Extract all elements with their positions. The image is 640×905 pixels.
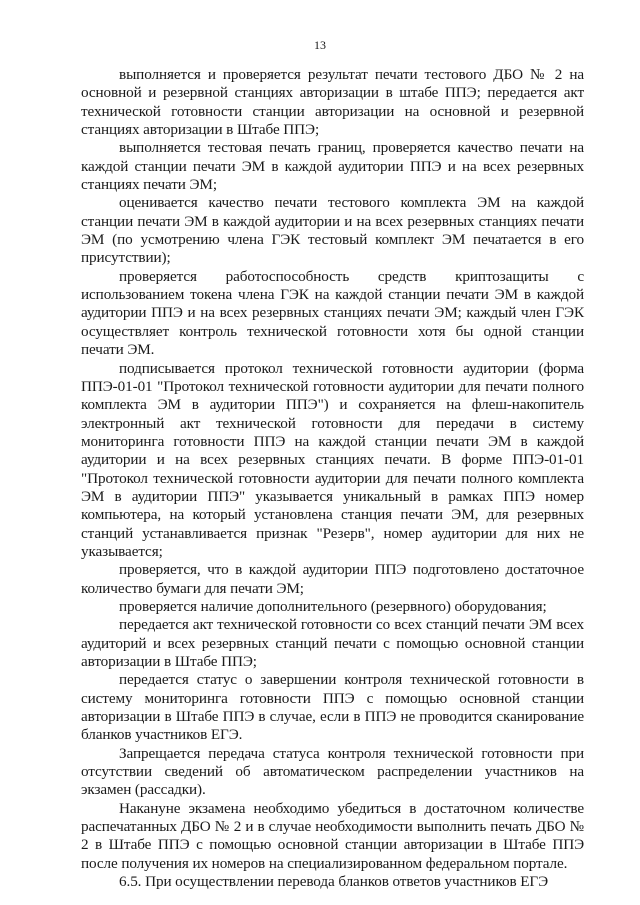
paragraph: Запрещается передача статуса контроля технической готовности при отсутствии сведений об автоматическом распределении участников на экзамен (рассадки). xyxy=(81,744,584,799)
paragraph: проверяется наличие дополнительного (резервного) оборудования; xyxy=(119,597,547,615)
paragraph: проверяется, что в каждой аудитории ППЭ подготовлено достаточное количество бумаги для печати ЭМ; xyxy=(81,561,584,597)
paragraph: оценивается качество печати тестового комплекта ЭМ на каждой станции печати ЭМ в каждой аудитории и на всех резервных станциях печати ЭМ (по усмотрению члена ГЭК тестовый комплект ЭМ печатается в его присутствии); xyxy=(81,194,584,267)
document-body xyxy=(81,66,584,891)
paragraph: 6.5. При осуществлении перевода бланков ответов участников ЕГЭ xyxy=(119,873,549,891)
paragraph: подписывается протокол технической готовности аудитории (форма ППЭ-01-01 "Протокол технической готовности аудитории для печати полного комплекта ЭМ в аудитории ППЭ") и сохраняется на флеш-накопитель электронный акт технической готовности для передачи в систему мониторинга готовности ППЭ на каждой станции печати ЭМ в каждой аудитории и на всех резервных станциях печати. В форме ППЭ-01-01 "Протокол технической готовности аудитории для печати полного комплекта ЭМ в аудитории ППЭ" указывается уникальный в рамках ППЭ номер компьютера, на который установлена станция печати ЭМ, для резервных станций устанавливается признак "Резерв", номер аудитории для них не указывается; xyxy=(81,359,584,560)
paragraph: проверяется работоспособность средств криптозащиты с использованием токена члена ГЭК на каждой станции печати ЭМ в каждой аудитории ППЭ и на всех резервных станциях печати ЭМ; каждый член ГЭК осуществляет контроль технической готовности хотя бы одной станции печати ЭМ. xyxy=(81,267,584,359)
paragraph: выполняется и проверяется результат печати тестового ДБО № 2 на основной и резервной станциях авторизации в штабе ППЭ; передается акт технической готовности станции авторизации на основной и резервной станциях авторизации в Штабе ППЭ; xyxy=(81,66,584,139)
paragraph: выполняется тестовая печать границ, проверяется качество печати на каждой станции печати ЭМ в каждой аудитории ППЭ и на всех резервных станциях печати ЭМ; xyxy=(81,139,584,194)
paragraph: передается статус о завершении контроля технической готовности в систему мониторинга готовности ППЭ с помощью основной станции авторизации в Штабе ППЭ в случае, если в ППЭ не проводится сканирование бланков участников ЕГЭ. xyxy=(81,671,584,744)
page-number: 13 xyxy=(314,38,326,52)
paragraph: передается акт технической готовности со всех станций печати ЭМ всех аудиторий и всех резервных станций печати с помощью основной станции авторизации в Штабе ППЭ; xyxy=(81,616,584,670)
paragraph: Накануне экзамена необходимо убедиться в достаточном количестве распечатанных ДБО № 2 и в случае необходимости выполнить печать ДБО № 2 в Штабе ППЭ с помощью основной станции авторизации в Штабе ППЭ после получения их номеров на специализированном федеральном портале. xyxy=(81,799,584,872)
